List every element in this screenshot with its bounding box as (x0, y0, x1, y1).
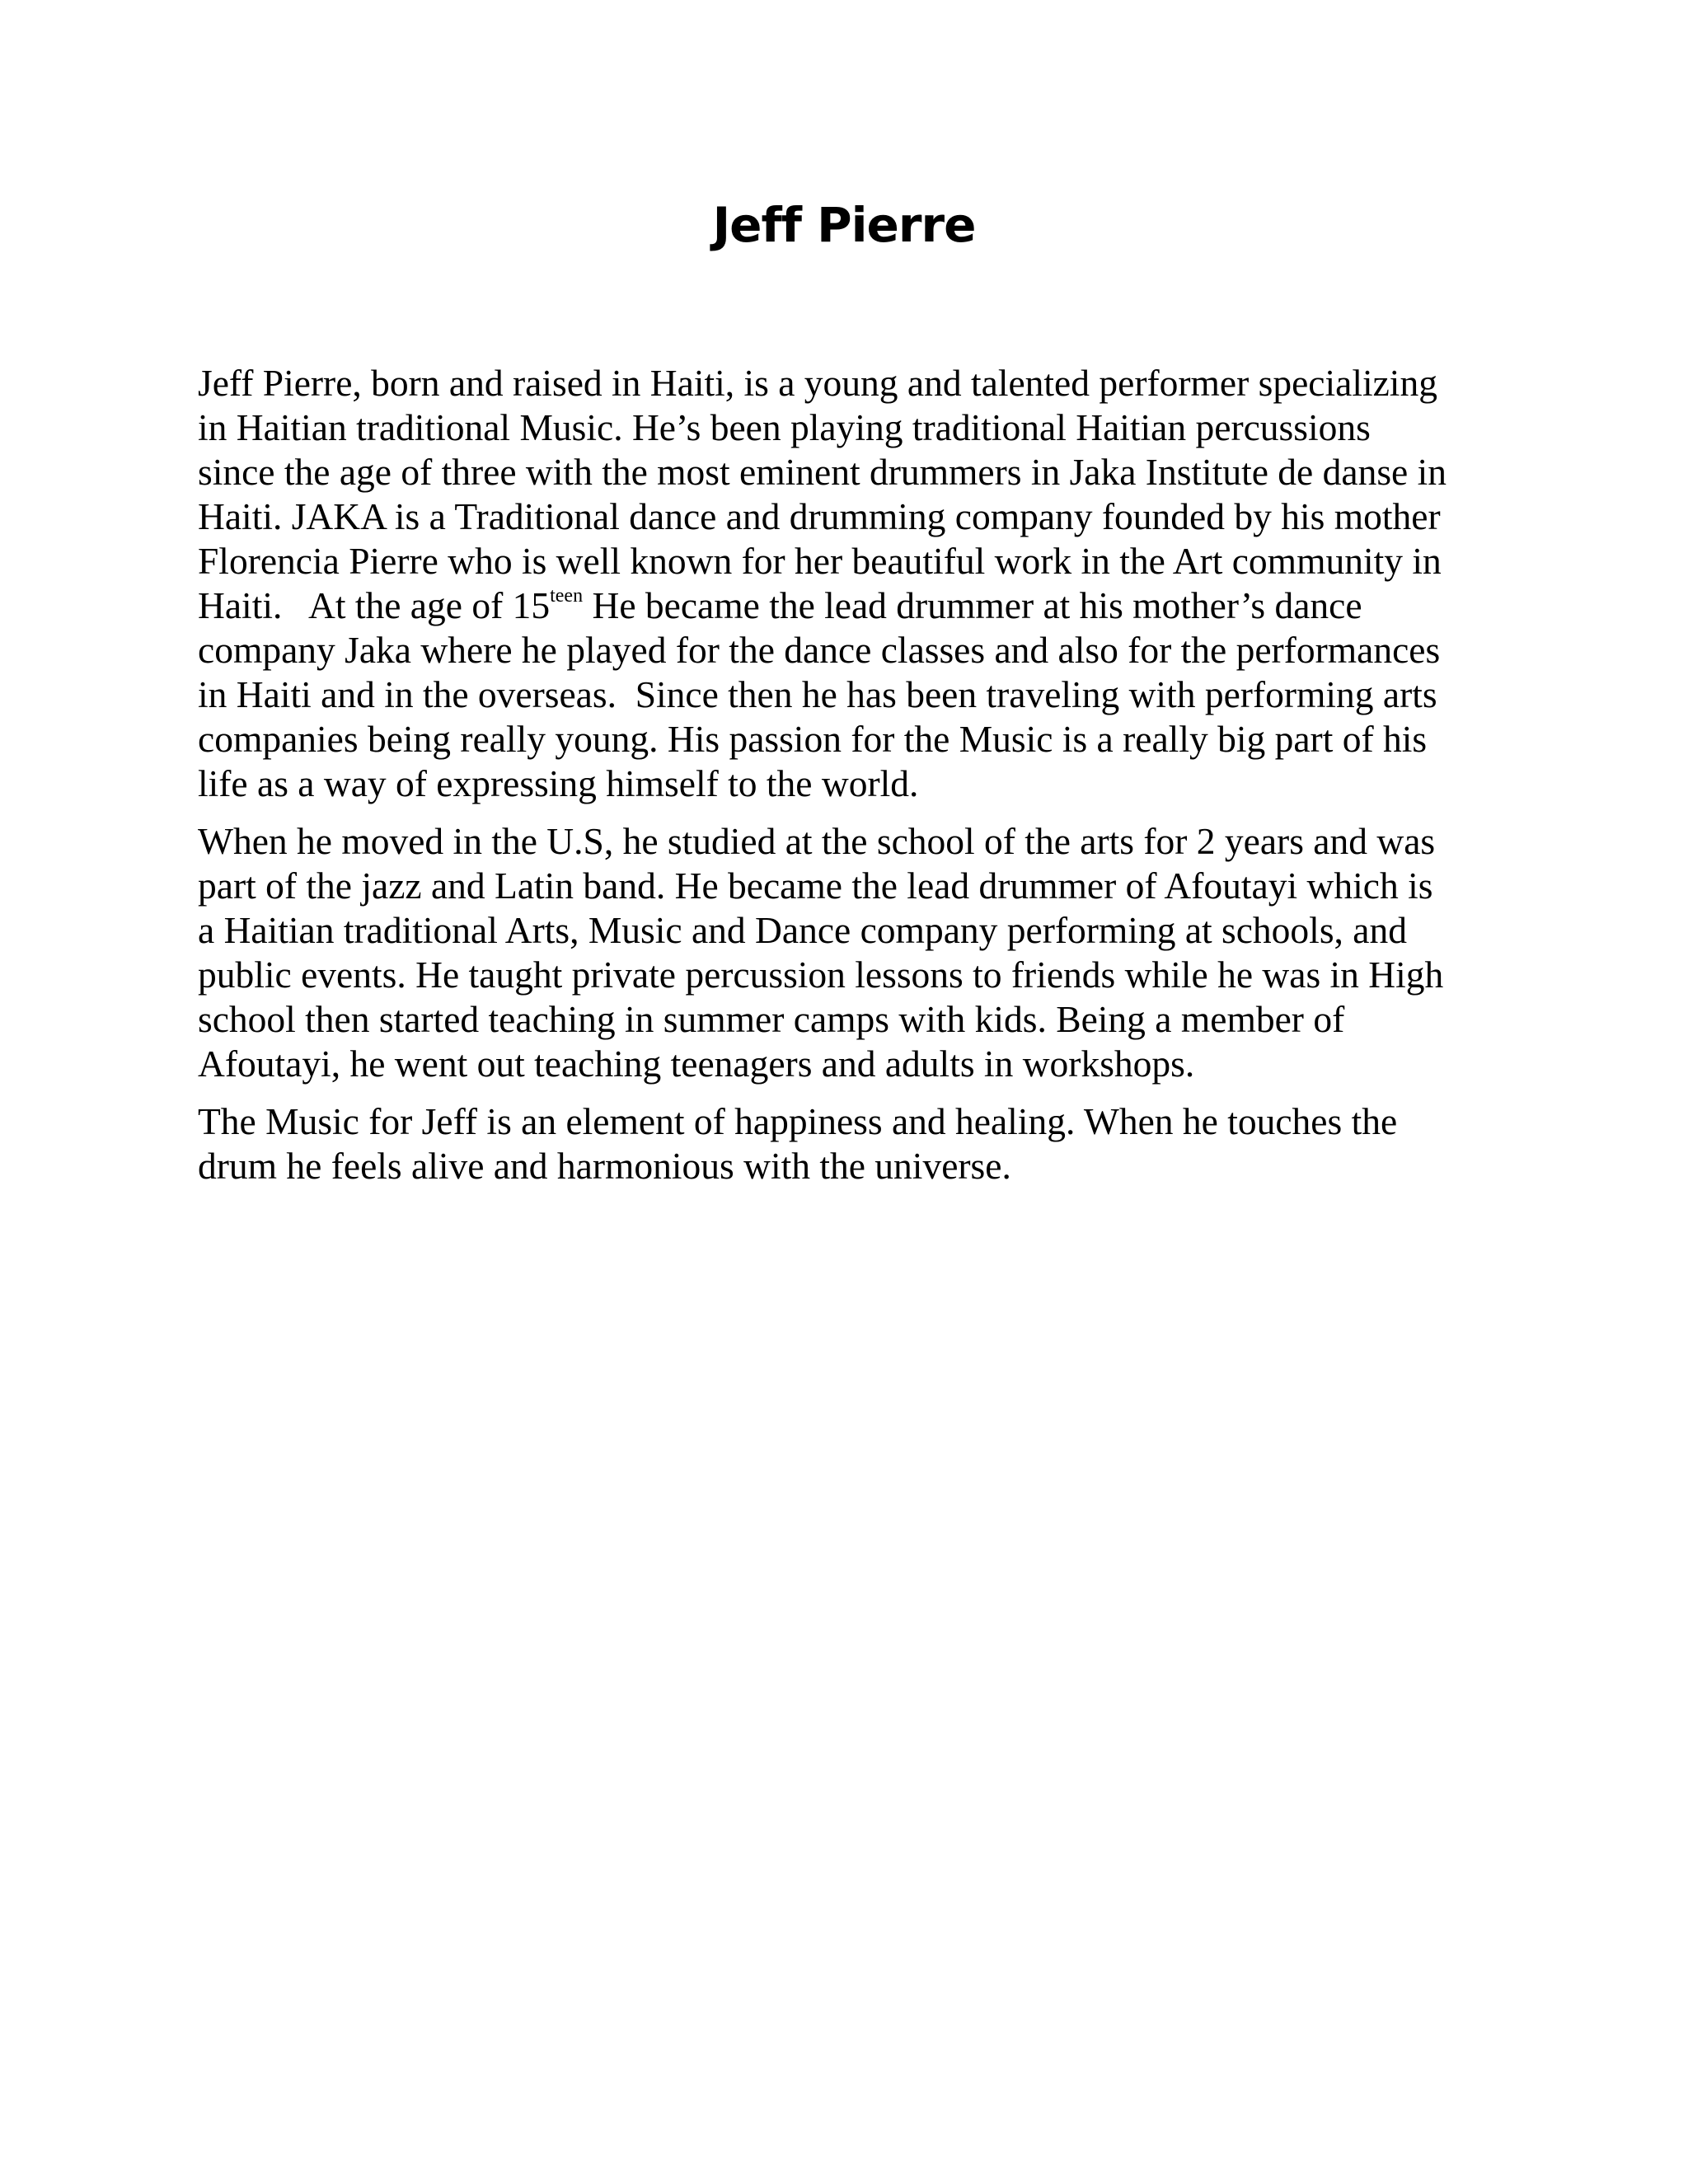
text-line: school then started teaching in summer camps with kids. Being a member of (198, 998, 1345, 1040)
superscript: teen (550, 585, 584, 607)
document-body (198, 361, 1533, 1202)
page-title: Jeff Pierre (712, 197, 976, 253)
text-line: part of the jazz and Latin band. He became the lead drummer of Afoutayi which is (198, 865, 1433, 907)
text-line: life as a way of expressing himself to the world. (198, 762, 919, 804)
text-line: since the age of three with the most eminent drummers in Jaka Institute de danse in (198, 451, 1447, 493)
text-line: When he moved in the U.S, he studied at the school of the arts for 2 years and was (198, 820, 1436, 862)
text-line: companies being really young. His passion for the Music is a really big part of his (198, 718, 1428, 760)
text-line: Jeff Pierre, born and raised in Haiti, is a young and talented performer specializing (198, 362, 1437, 404)
paragraph-1 (198, 361, 1533, 806)
text-line: company Jaka where he played for the dance classes and also for the performances (198, 629, 1441, 671)
paragraph-2 (198, 819, 1533, 1086)
text-line: public events. He taught private percussion lessons to friends while he was in High (198, 954, 1444, 996)
paragraph-3 (198, 1099, 1533, 1188)
text-segment: Haiti. At the age of 15 (198, 584, 551, 626)
text-line: Haiti. JAKA is a Traditional dance and drumming company founded by his mother (198, 495, 1441, 537)
text-line: in Haitian traditional Music. He’s been playing traditional Haitian percussions (198, 406, 1371, 448)
text-segment: He became the lead drummer at his mother’s dance (583, 584, 1362, 626)
text-line: The Music for Jeff is an element of happiness and healing. When he touches the (198, 1100, 1398, 1142)
text-line: Afoutayi, he went out teaching teenagers and adults in workshops. (198, 1043, 1195, 1085)
text-line: drum he feels alive and harmonious with the universe. (198, 1145, 1011, 1187)
text-line: Florencia Pierre who is well known for her beautiful work in the Art community in (198, 540, 1442, 582)
text-line-with-superscript (198, 583, 1533, 628)
text-line: a Haitian traditional Arts, Music and Dance company performing at schools, and (198, 909, 1407, 951)
text-line: in Haiti and in the overseas. Since then he has been traveling with performing arts (198, 673, 1437, 715)
